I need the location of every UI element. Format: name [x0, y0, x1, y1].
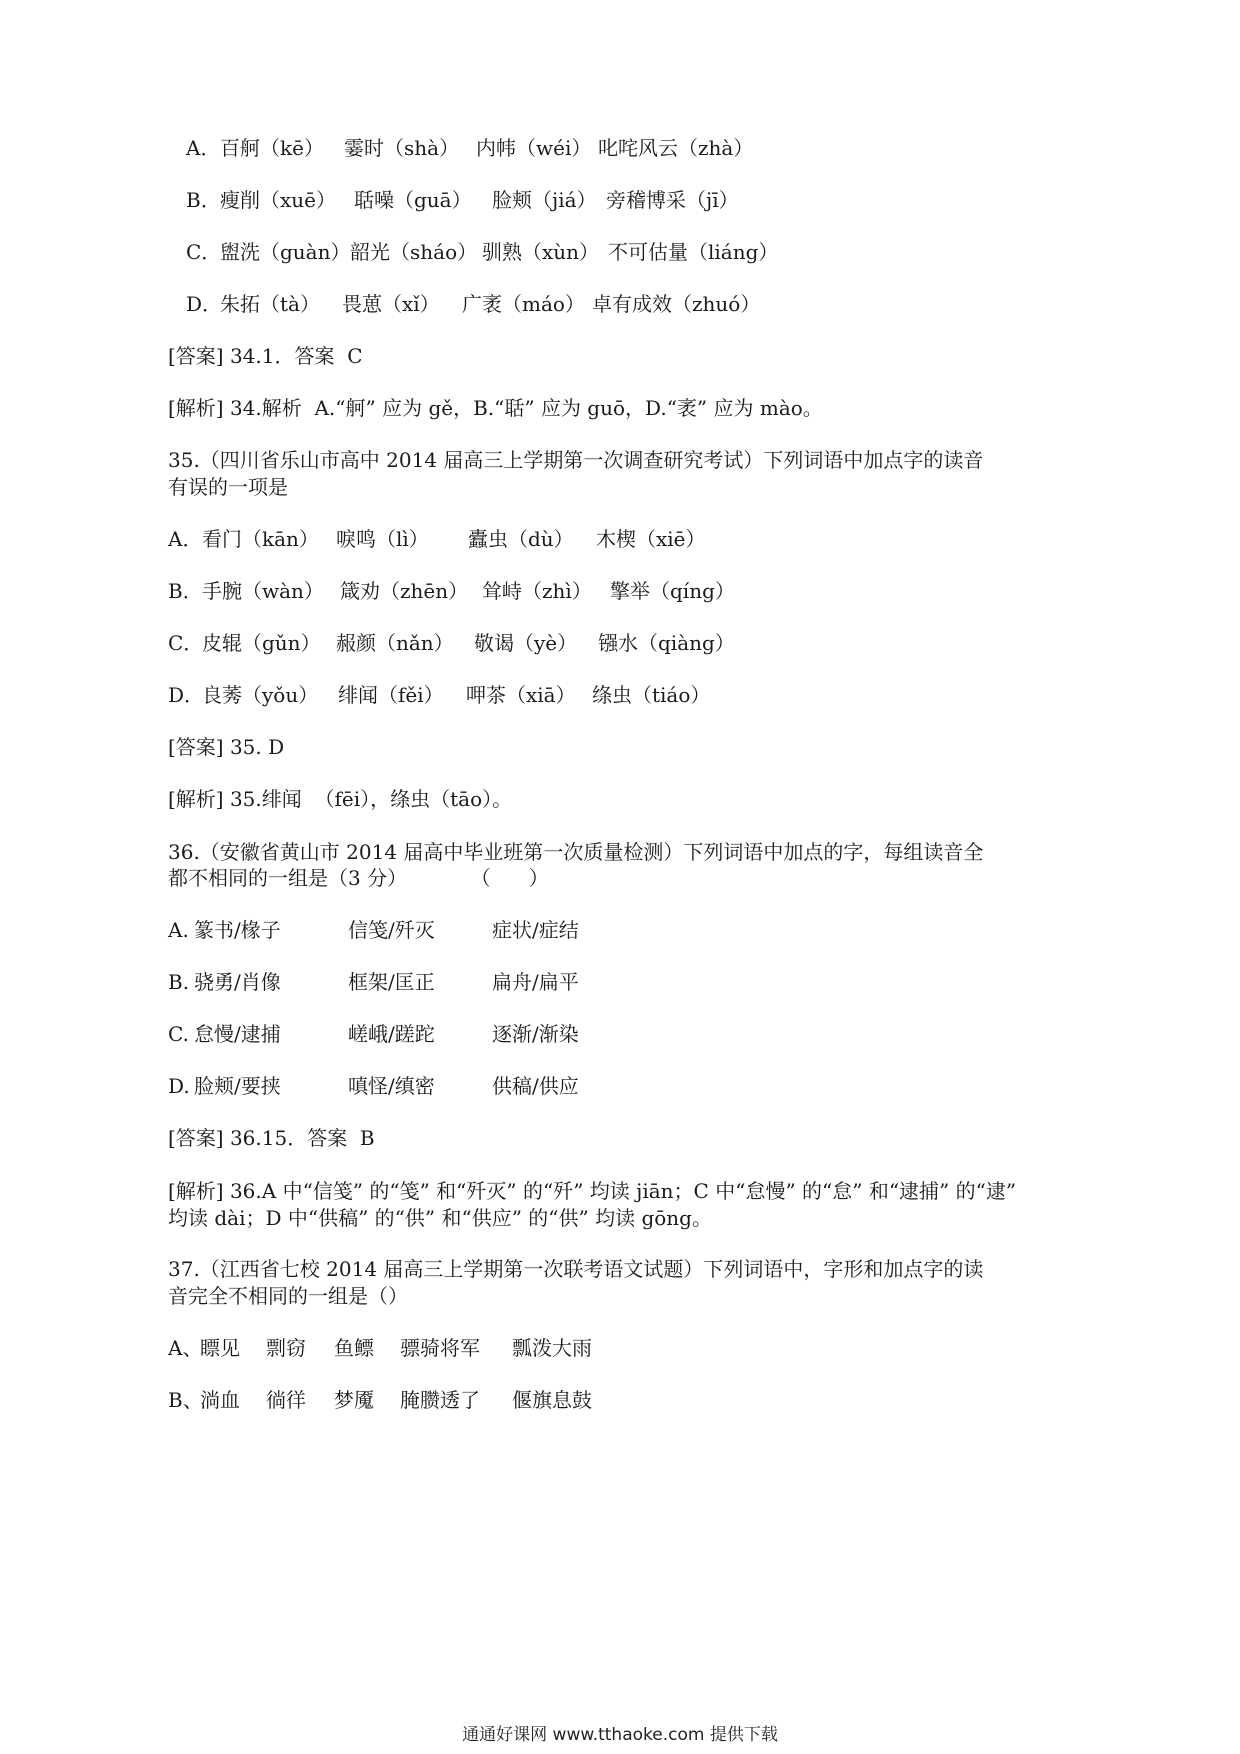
option-label: A. [168, 918, 189, 942]
option-label: A． [186, 136, 221, 160]
option-item: 镪水（qiàng） [598, 631, 735, 655]
q34-answer: [答案] 34.1．答案 C [168, 344, 363, 368]
option-label: D． [168, 683, 205, 707]
option-item: 瞟见 [200, 1336, 240, 1360]
option-item: 扁舟/扁平 [492, 970, 579, 994]
option-item: 驯熟（xùn） [482, 240, 600, 264]
option-item: 怠慢/逮捕 [194, 1022, 281, 1046]
option-item: 绯闻（fěi） [338, 683, 444, 707]
q36-answer: [答案] 36.15．答案 B [168, 1126, 375, 1150]
option-item: 叱咤风云（zhà） [598, 136, 754, 160]
option-item: 瓢泼大雨 [512, 1336, 592, 1360]
option-item: 骁勇/肖像 [194, 970, 281, 994]
option-item: 偃旗息鼓 [512, 1388, 592, 1412]
option-item: 症状/症结 [492, 918, 579, 942]
q35-stem-line2: 有误的一项是 [168, 475, 288, 499]
option-item: 骠骑将军 [400, 1336, 480, 1360]
option-label: C. [168, 1022, 189, 1046]
option-item: 蠹虫（dù） [468, 527, 574, 551]
option-item: 徜徉 [266, 1388, 306, 1412]
option-item: 畏葸（xǐ） [342, 292, 440, 316]
option-item: 绦虫（tiáo） [592, 683, 711, 707]
q36-analysis-line2: 均读 dài；D 中“供稿” 的“供” 和“供应” 的“供” 均读 gōng。 [168, 1206, 712, 1230]
option-item: 擎举（qíng） [610, 579, 735, 603]
option-item: 看门（kān） [202, 527, 319, 551]
option-label: D． [186, 292, 223, 316]
option-label: B、 [168, 1388, 203, 1412]
option-item: 脸颊（jiá） [492, 188, 597, 212]
option-label: B. [168, 970, 190, 994]
q36-stem-line2: 都不相同的一组是（3 分） （ ） [168, 866, 549, 890]
option-label: A． [168, 527, 203, 551]
q35-answer: [答案] 35. D [168, 735, 285, 759]
option-item: 脸颊/要挟 [194, 1074, 281, 1098]
option-item: 箴劝（zhēn） [340, 579, 469, 603]
option-item: 腌臜透了 [400, 1388, 480, 1412]
option-item: 耸峙（zhì） [482, 579, 592, 603]
q35-stem-line1: 35.（四川省乐山市高中 2014 届高三上学期第一次调查研究考试）下列词语中加点字的读音 [168, 448, 984, 472]
option-item: 朱拓（tà） [220, 292, 320, 316]
option-item: 供稿/供应 [492, 1074, 579, 1098]
option-item: 良莠（yǒu） [202, 683, 319, 707]
option-item: 唳鸣（lì） [336, 527, 429, 551]
option-item: 广袤（máo） [462, 292, 585, 316]
option-item: 霎时（shà） [344, 136, 460, 160]
option-item: 梦魇 [334, 1388, 374, 1412]
option-item: 盥洗（guàn） [220, 240, 351, 264]
option-item: 韶光（sháo） [350, 240, 478, 264]
option-item: 剽窃 [266, 1336, 306, 1360]
option-label: C． [168, 631, 204, 655]
option-item: 百舸（kē） [220, 136, 324, 160]
option-item: 木楔（xiē） [596, 527, 706, 551]
option-item: 不可估量（liáng） [608, 240, 779, 264]
q37-stem-line2: 音完全不相同的一组是（） [168, 1284, 408, 1308]
option-item: 皮辊（gǔn） [202, 631, 321, 655]
option-item: 鱼鳔 [334, 1336, 374, 1360]
q37-option-b [168, 1386, 592, 1610]
option-item: 手腕（wàn） [202, 579, 324, 603]
option-item: 嗔怪/缜密 [348, 1074, 435, 1098]
option-label: B． [186, 188, 221, 212]
option-label: D. [168, 1074, 190, 1098]
option-item: 聒噪（guā） [354, 188, 472, 212]
option-item: 瘦削（xuē） [220, 188, 336, 212]
option-item: 逐渐/渐染 [492, 1022, 579, 1046]
option-item: 嵯峨/蹉跎 [348, 1022, 435, 1046]
option-item: 旁稽博采（jī） [606, 188, 739, 212]
option-label: C． [186, 240, 222, 264]
option-item: 框架/匡正 [348, 970, 435, 994]
q34-analysis: [解析] 34.解析 A.“舸” 应为 gě，B.“聒” 应为 guō，D.“袤” 应为 mào。 [168, 396, 823, 420]
option-item: 敬谒（yè） [474, 631, 578, 655]
option-item: 呷茶（xiā） [466, 683, 576, 707]
q35-analysis: [解析] 35.绯闻 （fēi），绦虫（tāo）。 [168, 787, 513, 811]
option-item: 信笺/歼灭 [348, 918, 435, 942]
q37-stem-line1: 37.（江西省七校 2014 届高三上学期第一次联考语文试题）下列词语中，字形和加点字的读 [168, 1257, 984, 1281]
option-item: 赧颜（nǎn） [336, 631, 454, 655]
q36-stem-line1: 36.（安徽省黄山市 2014 届高中毕业班第一次质量检测）下列词语中加点的字，每组读音全 [168, 840, 984, 864]
page-footer: 通通好课网 www.tthaoke.com 提供下载 [462, 1725, 778, 1745]
option-item: 内帏（wéi） [476, 136, 592, 160]
option-label: A、 [168, 1336, 203, 1360]
option-label: B． [168, 579, 203, 603]
option-item: 淌血 [200, 1388, 240, 1412]
option-item: 篆书/椽子 [194, 918, 281, 942]
option-item: 卓有成效（zhuó） [592, 292, 761, 316]
q36-analysis-line1: [解析] 36.A 中“信笺” 的“笺” 和“歼灭” 的“歼” 均读 jiān；C 中“怠慢” 的“怠” 和“逮捕” 的“逮” [168, 1179, 1017, 1203]
